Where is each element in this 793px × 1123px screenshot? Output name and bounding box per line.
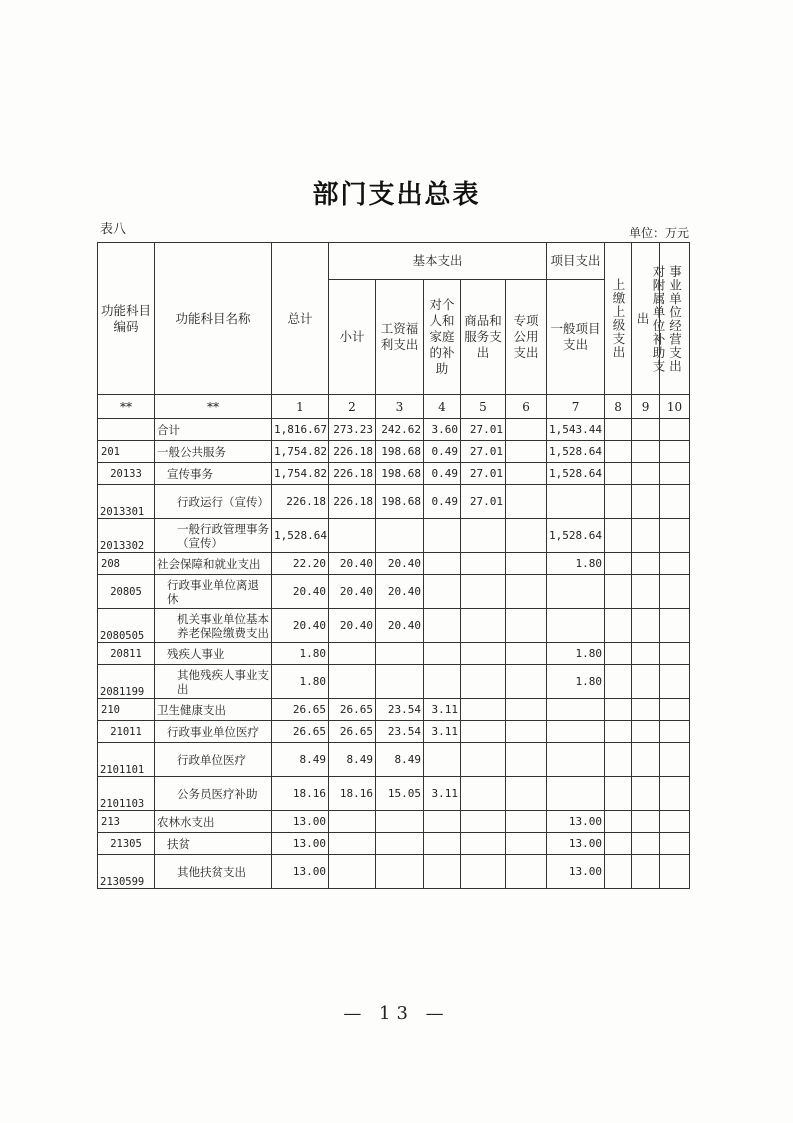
row-name: 公务员医疗补助	[155, 777, 272, 811]
row-value	[605, 855, 632, 889]
row-value: 20.40	[329, 575, 376, 609]
row-value	[632, 419, 660, 441]
row-value	[424, 833, 461, 855]
row-value	[632, 519, 660, 553]
table-row	[98, 441, 690, 463]
table-row	[98, 419, 690, 441]
column-index-cell: 4	[424, 395, 461, 419]
table-row	[98, 665, 690, 699]
column-index-cell: 2	[329, 395, 376, 419]
row-value: 226.18	[329, 463, 376, 485]
row-value: 20.40	[376, 553, 424, 575]
row-code: 201	[98, 441, 155, 463]
row-value: 13.00	[547, 833, 605, 855]
row-value: 27.01	[461, 441, 506, 463]
row-value	[605, 777, 632, 811]
row-value	[632, 553, 660, 575]
table-row	[98, 855, 690, 889]
column-index-cell: 5	[461, 395, 506, 419]
row-value	[461, 643, 506, 665]
row-value	[632, 665, 660, 699]
expenditure-table	[97, 242, 690, 889]
row-value	[461, 811, 506, 833]
column-index-cell: 3	[376, 395, 424, 419]
row-value	[376, 519, 424, 553]
row-value	[461, 609, 506, 643]
row-value	[506, 463, 547, 485]
row-value	[660, 855, 690, 889]
row-value	[605, 463, 632, 485]
row-value	[632, 721, 660, 743]
header-basic-group: 基本支出	[329, 243, 547, 280]
row-value: 13.00	[272, 833, 329, 855]
page-title: 部门支出总表	[312, 180, 481, 210]
row-value	[632, 855, 660, 889]
row-value	[376, 665, 424, 699]
row-value: 242.62	[376, 419, 424, 441]
row-value	[605, 743, 632, 777]
row-code: 210	[98, 699, 155, 721]
table-row	[98, 609, 690, 643]
row-value: 26.65	[272, 721, 329, 743]
row-value: 27.01	[461, 463, 506, 485]
row-name: 卫生健康支出	[155, 699, 272, 721]
row-value	[660, 441, 690, 463]
row-value: 18.16	[329, 777, 376, 811]
row-value	[660, 419, 690, 441]
table-label: 表八	[100, 222, 127, 237]
row-value: 3.60	[424, 419, 461, 441]
row-value	[506, 575, 547, 609]
row-value	[632, 575, 660, 609]
header-salary: 工资福利支出	[376, 280, 424, 395]
row-value	[506, 553, 547, 575]
row-value: 1,528.64	[547, 441, 605, 463]
row-name: 其他扶贫支出	[155, 855, 272, 889]
row-value	[547, 743, 605, 777]
row-value: 3.11	[424, 721, 461, 743]
row-value	[329, 665, 376, 699]
column-index-cell: **	[98, 395, 155, 419]
row-value	[547, 699, 605, 721]
row-value	[506, 441, 547, 463]
header-name: 功能科目名称	[155, 243, 272, 395]
row-name: 机关事业单位基本养老保险缴费支出	[155, 609, 272, 643]
row-value	[506, 855, 547, 889]
table-row	[98, 553, 690, 575]
row-value	[506, 743, 547, 777]
header-business: 事业单位经营支出	[660, 243, 690, 395]
row-value	[376, 833, 424, 855]
table-row	[98, 833, 690, 855]
row-value	[660, 575, 690, 609]
row-value	[605, 419, 632, 441]
header-general-project: 一般项目支出	[547, 280, 605, 395]
row-value	[547, 777, 605, 811]
row-value	[632, 643, 660, 665]
row-value	[605, 519, 632, 553]
row-name: 行政事业单位离退休	[155, 575, 272, 609]
row-value: 1,754.82	[272, 441, 329, 463]
row-code: 2013302	[98, 519, 155, 553]
table-row	[98, 519, 690, 553]
row-value	[660, 721, 690, 743]
header-code: 功能科目编码	[98, 243, 155, 395]
row-value	[632, 609, 660, 643]
row-name: 合计	[155, 419, 272, 441]
row-value: 13.00	[547, 855, 605, 889]
row-value	[461, 699, 506, 721]
column-index-cell: 7	[547, 395, 605, 419]
row-value	[547, 721, 605, 743]
row-value	[632, 699, 660, 721]
row-name: 行政运行（宣传）	[155, 485, 272, 519]
row-value	[632, 485, 660, 519]
column-index-cell: 9	[632, 395, 660, 419]
row-value	[660, 665, 690, 699]
row-value	[506, 811, 547, 833]
row-value	[424, 609, 461, 643]
row-code: 2130599	[98, 855, 155, 889]
row-value	[329, 855, 376, 889]
row-value	[660, 777, 690, 811]
row-name: 一般行政管理事务（宣传）	[155, 519, 272, 553]
row-value	[506, 485, 547, 519]
row-value: 198.68	[376, 485, 424, 519]
row-value	[506, 699, 547, 721]
row-value	[506, 609, 547, 643]
table-row	[98, 575, 690, 609]
row-value	[424, 743, 461, 777]
row-value: 8.49	[272, 743, 329, 777]
table-row	[98, 777, 690, 811]
row-code: 2081199	[98, 665, 155, 699]
row-value	[605, 485, 632, 519]
row-value	[547, 609, 605, 643]
row-value	[660, 463, 690, 485]
row-value: 22.20	[272, 553, 329, 575]
column-index-cell: 6	[506, 395, 547, 419]
row-value	[461, 721, 506, 743]
row-code: 20805	[98, 575, 155, 609]
row-value: 8.49	[376, 743, 424, 777]
row-value	[461, 665, 506, 699]
row-value: 273.23	[329, 419, 376, 441]
row-value	[605, 575, 632, 609]
row-name: 残疾人事业	[155, 643, 272, 665]
row-code: 2080505	[98, 609, 155, 643]
row-value: 20.40	[376, 575, 424, 609]
row-value	[660, 643, 690, 665]
row-value	[632, 441, 660, 463]
row-value	[506, 519, 547, 553]
row-value: 27.01	[461, 419, 506, 441]
row-value	[605, 699, 632, 721]
row-code: 2013301	[98, 485, 155, 519]
row-value: 1,816.67	[272, 419, 329, 441]
row-code: 2101101	[98, 743, 155, 777]
row-value: 26.65	[329, 699, 376, 721]
row-value	[660, 553, 690, 575]
row-value: 226.18	[329, 441, 376, 463]
row-value: 1.80	[547, 553, 605, 575]
row-name: 社会保障和就业支出	[155, 553, 272, 575]
row-value	[605, 609, 632, 643]
row-value	[424, 855, 461, 889]
row-value: 20.40	[329, 553, 376, 575]
row-value: 0.49	[424, 463, 461, 485]
row-code: 21305	[98, 833, 155, 855]
row-value	[632, 833, 660, 855]
row-value	[632, 777, 660, 811]
row-name: 宣传事务	[155, 463, 272, 485]
table-row	[98, 463, 690, 485]
row-value: 0.49	[424, 441, 461, 463]
table-body	[98, 419, 690, 889]
row-value	[660, 519, 690, 553]
table-row	[98, 811, 690, 833]
row-value: 1,528.64	[272, 519, 329, 553]
row-code: 21011	[98, 721, 155, 743]
row-value	[376, 643, 424, 665]
row-value	[660, 699, 690, 721]
row-value: 3.11	[424, 777, 461, 811]
row-value	[329, 519, 376, 553]
row-value	[660, 811, 690, 833]
row-value	[506, 833, 547, 855]
header-personal: 对个人和家庭的补助	[424, 280, 461, 395]
header-goods: 商品和服务支出	[461, 280, 506, 395]
row-value	[506, 419, 547, 441]
row-value	[424, 519, 461, 553]
row-value	[632, 743, 660, 777]
row-value	[424, 553, 461, 575]
row-value	[424, 643, 461, 665]
row-value: 1,528.64	[547, 463, 605, 485]
row-name: 扶贫	[155, 833, 272, 855]
column-index-cell: 10	[660, 395, 690, 419]
row-value: 8.49	[329, 743, 376, 777]
row-value	[605, 441, 632, 463]
row-value: 20.40	[272, 609, 329, 643]
row-value	[329, 833, 376, 855]
table-row	[98, 643, 690, 665]
row-value: 226.18	[272, 485, 329, 519]
table-row	[98, 485, 690, 519]
row-value: 20.40	[329, 609, 376, 643]
row-name: 一般公共服务	[155, 441, 272, 463]
header-subsidiary: 对附属单位补助支出	[632, 243, 660, 395]
row-code: 20133	[98, 463, 155, 485]
table-row	[98, 721, 690, 743]
row-value: 1,528.64	[547, 519, 605, 553]
column-index-row	[98, 395, 690, 419]
row-value: 26.65	[329, 721, 376, 743]
row-value: 15.05	[376, 777, 424, 811]
row-value	[632, 463, 660, 485]
row-value	[461, 519, 506, 553]
header-superior: 上缴上级支出	[605, 243, 632, 395]
row-value	[605, 811, 632, 833]
row-value	[506, 777, 547, 811]
row-value	[660, 833, 690, 855]
row-value	[376, 855, 424, 889]
row-value: 27.01	[461, 485, 506, 519]
table-row	[98, 699, 690, 721]
row-value: 1.80	[272, 643, 329, 665]
page-number: — 13 —	[343, 1003, 450, 1024]
row-value	[461, 743, 506, 777]
row-value: 198.68	[376, 463, 424, 485]
row-value	[605, 553, 632, 575]
row-value: 1.80	[272, 665, 329, 699]
row-value: 13.00	[272, 855, 329, 889]
row-value	[605, 643, 632, 665]
header-subtotal: 小计	[329, 280, 376, 395]
row-value: 20.40	[272, 575, 329, 609]
row-value: 1,754.82	[272, 463, 329, 485]
row-value: 20.40	[376, 609, 424, 643]
row-value: 1.80	[547, 665, 605, 699]
row-value	[461, 575, 506, 609]
row-value	[506, 643, 547, 665]
row-value: 26.65	[272, 699, 329, 721]
unit-label: 单位：万元	[628, 226, 689, 240]
row-value	[506, 665, 547, 699]
row-value	[461, 553, 506, 575]
row-value	[329, 643, 376, 665]
row-value	[461, 777, 506, 811]
row-value: 0.49	[424, 485, 461, 519]
row-name: 农林水支出	[155, 811, 272, 833]
row-code: 20811	[98, 643, 155, 665]
row-code: 213	[98, 811, 155, 833]
row-name: 行政单位医疗	[155, 743, 272, 777]
column-index-cell: 8	[605, 395, 632, 419]
row-value	[660, 485, 690, 519]
row-code: 208	[98, 553, 155, 575]
row-value	[329, 811, 376, 833]
row-value	[605, 833, 632, 855]
row-value: 13.00	[272, 811, 329, 833]
row-value: 13.00	[547, 811, 605, 833]
header-total: 总计	[272, 243, 329, 395]
row-value	[424, 665, 461, 699]
row-value	[506, 721, 547, 743]
column-index-cell: **	[155, 395, 272, 419]
row-value: 3.11	[424, 699, 461, 721]
row-value: 1,543.44	[547, 419, 605, 441]
row-value: 1.80	[547, 643, 605, 665]
table-row	[98, 743, 690, 777]
row-value	[547, 485, 605, 519]
row-value: 198.68	[376, 441, 424, 463]
row-name: 其他残疾人事业支出	[155, 665, 272, 699]
row-value	[461, 833, 506, 855]
row-value: 18.16	[272, 777, 329, 811]
row-value	[660, 609, 690, 643]
header-project-group: 项目支出	[547, 243, 605, 280]
row-code: 2101103	[98, 777, 155, 811]
row-value	[461, 855, 506, 889]
row-value	[424, 575, 461, 609]
row-value	[547, 575, 605, 609]
row-value	[632, 811, 660, 833]
column-index-cell: 1	[272, 395, 329, 419]
header-special: 专项公用支出	[506, 280, 547, 395]
row-value: 23.54	[376, 699, 424, 721]
row-value	[605, 721, 632, 743]
row-name: 行政事业单位医疗	[155, 721, 272, 743]
row-value: 23.54	[376, 721, 424, 743]
row-value	[376, 811, 424, 833]
row-value: 226.18	[329, 485, 376, 519]
row-code	[98, 419, 155, 441]
row-value	[660, 743, 690, 777]
row-value	[424, 811, 461, 833]
row-value	[605, 665, 632, 699]
